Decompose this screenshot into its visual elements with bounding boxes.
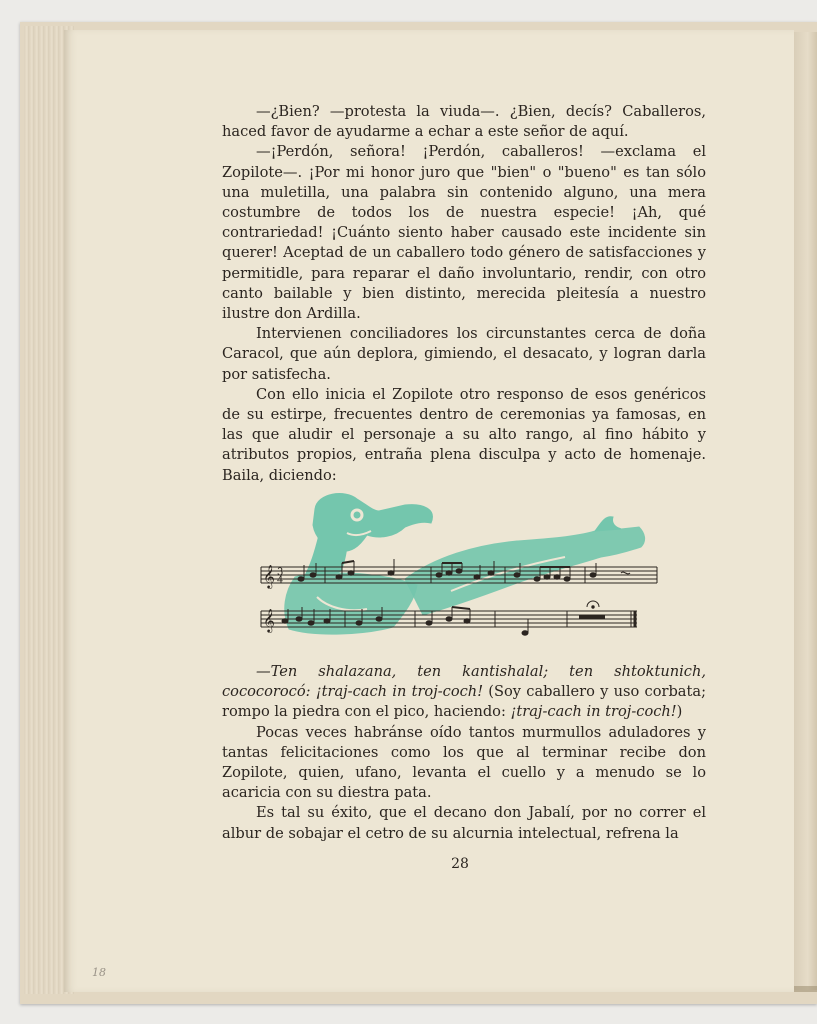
song-refrain: ¡traj-cach in troj-coch!: [510, 703, 677, 721]
song-paragraph: [222, 662, 706, 723]
paragraph: Es tal su éxito, que el decano don Jabalí, por no correr el albur de sobajar el cetro de su alcurnia intelectual, refrena la: [222, 804, 706, 842]
time-signature-bottom: 4: [277, 575, 284, 586]
song-close: ): [676, 703, 683, 721]
paragraph: Intervienen conciliadores los circunstantes cerca de doña Caracol, que aún deplora, gimiendo, el desacato, y logran darla por satisfecha.: [222, 325, 706, 383]
text-block-bottom: [222, 662, 706, 844]
song-translation: (Soy caballero y uso corbata; rompo la piedra con el pico, haciendo:: [222, 683, 706, 721]
paragraph: Con ello inicia el Zopilote otro responso de esos genéricos de su estirpe, frecuentes dentro de ceremonias ya famosas, en las que aludir el personaje a su alto rango, al fino hábito y atributos propios, entraña plena disculpa y acto de homenaje. Baila, diciendo:: [222, 385, 706, 484]
treble-clef-icon: 𝄞: [263, 564, 275, 588]
right-page-edge: [794, 32, 817, 990]
time-signature-top: 3: [277, 567, 284, 578]
paragraph: —¡Perdón, señora! ¡Perdón, caballeros! —exclama el Zopilote—. ¡Por mi honor juro que "bien" o "bueno" es tan sólo una muletilla, una palabra sin contenido alguno, una mera costumbre de todos los de nuestra especie! ¡Ah, qué contrariedad! ¡Cuánto siento haber causado este incidente sin querer! Aceptad de un caballero todo género de satisfacciones y permitidle, para reparar el daño involuntario, rendir, con otro canto bailable y bien distinto, merecida pleitesía a nuestro ilustre don Ardilla.: [222, 143, 706, 323]
paragraph: —¿Bien? —protesta la viuda—. ¿Bien, decís? Caballeros, haced favor de ayudarme a echar a este señor de aquí.: [222, 103, 706, 141]
treble-clef-icon: 𝄞: [263, 608, 275, 632]
vulture-wing-tip: [595, 517, 621, 531]
text-block-top: [222, 102, 706, 486]
vulture-illustration: [285, 494, 645, 635]
song-lyrics: —Ten shalazana, ten kantishalal; ten shtoktunich, cococorocó: ¡traj-cach in troj-coch!: [222, 663, 706, 701]
pencil-mark: 18: [92, 966, 106, 979]
page-number: 28: [451, 856, 469, 872]
vulture-body: [285, 573, 417, 634]
musical-score-illustration: [255, 487, 665, 649]
paragraph: Pocas veces habránse oído tantos murmullos aduladores y tantas felicitaciones como los que al terminar recibe don Zopilote, quien, ufano, levanta el cuello y a menudo se lo acaricia con su diestra pata.: [222, 723, 706, 802]
